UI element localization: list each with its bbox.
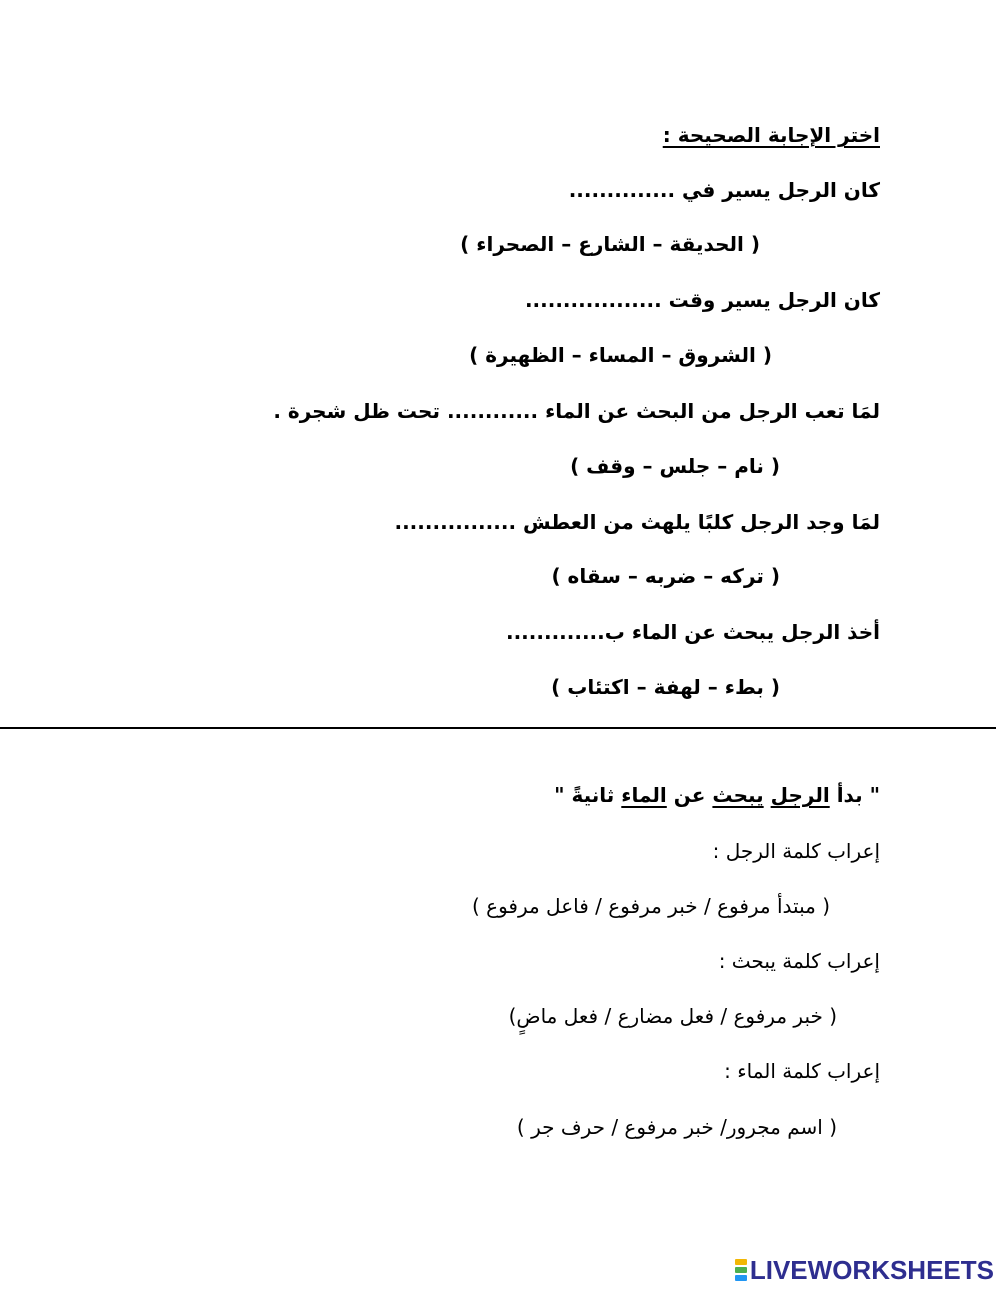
parse-prompt-2: إعراب كلمة يبحث :: [718, 949, 880, 973]
liveworksheets-logo-icon: [735, 1258, 747, 1282]
options-5: ( بطء – لهفة – اكتئاب ): [551, 675, 780, 699]
section1-heading: اختر الإجابة الصحيحة :: [662, 123, 880, 147]
word-thaniyatan: ثانيةً: [571, 783, 615, 807]
parse-options-2: ( خبر مرفوع / فعل مضارع / فعل ماضٍ): [508, 1004, 837, 1028]
parse-options-3: ( اسم مجرور/ خبر مرفوع / حرف جر ): [516, 1115, 837, 1139]
options-3: ( نام – جلس – وقف ): [570, 454, 780, 478]
options-2: ( الشروق – المساء – الظهيرة ): [469, 343, 772, 367]
parse-prompt-3: إعراب كلمة الماء :: [724, 1059, 880, 1083]
parse-prompt-1: إعراب كلمة الرجل :: [712, 839, 880, 863]
question-5: أخذ الرجل يبحث عن الماء ب.............: [505, 620, 880, 644]
word-bada: بدأ: [836, 783, 863, 807]
quote-close: ": [554, 783, 565, 807]
word-almaa: الماء: [621, 783, 667, 807]
section-divider: [0, 727, 996, 729]
word-yabhath: يبحث: [712, 783, 764, 807]
options-1: ( الحديقة – الشارع – الصحراء ): [460, 232, 760, 256]
liveworksheets-logo[interactable]: [735, 1254, 994, 1286]
question-2: كان الرجل يسير وقت ..................: [524, 288, 880, 312]
quote-open: ": [869, 783, 880, 807]
grammar-sentence: [554, 780, 880, 810]
question-3: لمَا تعب الرجل من البحث عن الماء ............ تحت ظل شجرة .: [273, 399, 880, 423]
question-4: لمَا وجد الرجل كلبًا يلهث من العطش ................: [394, 510, 880, 534]
word-alrajul: الرجل: [770, 783, 830, 807]
word-an: عن: [673, 783, 706, 807]
question-1: كان الرجل يسير في ..............: [568, 178, 880, 202]
options-4: ( تركه – ضربه – سقاه ): [551, 564, 780, 588]
logo-text: LIVEWORKSHEETS: [749, 1254, 994, 1285]
parse-options-1: ( مبتدأ مرفوع / خبر مرفوع / فاعل مرفوع ): [471, 894, 830, 918]
